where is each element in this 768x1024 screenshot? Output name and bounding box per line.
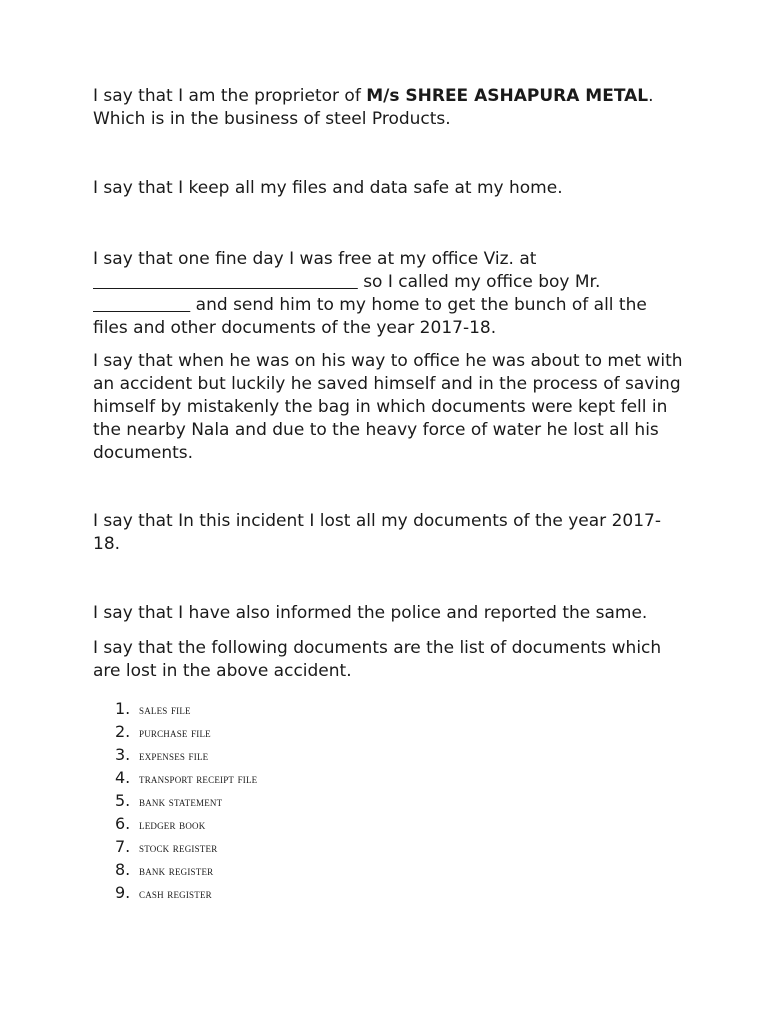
list-number: 7. bbox=[115, 837, 131, 856]
list-number: 9. bbox=[115, 883, 131, 902]
list-item-label: expenses file bbox=[139, 748, 209, 763]
paragraph-office-boy bbox=[93, 248, 683, 340]
list-item-label: stock register bbox=[139, 840, 218, 855]
list-item bbox=[115, 766, 683, 789]
list-item-label: bank statement bbox=[139, 794, 223, 809]
list-item bbox=[115, 835, 683, 858]
list-item bbox=[115, 743, 683, 766]
list-item-label: ledger book bbox=[139, 817, 206, 832]
list-number: 5. bbox=[115, 791, 131, 810]
office-boy-text: so I called my office boy Mr. bbox=[357, 272, 601, 292]
list-item bbox=[115, 697, 683, 720]
list-item bbox=[115, 858, 683, 881]
list-number: 6. bbox=[115, 814, 131, 833]
name-blank-line bbox=[93, 295, 190, 315]
office-blank-line bbox=[93, 272, 358, 292]
document-body bbox=[93, 85, 683, 904]
paragraph-incident: I say that In this incident I lost all my documents of the year 2017-18. bbox=[93, 511, 661, 554]
paragraph-list-intro: I say that the following documents are the list of documents which are lost in the above accident. bbox=[93, 638, 662, 681]
list-number: 8. bbox=[115, 860, 131, 879]
lost-documents-list bbox=[93, 697, 683, 904]
list-item bbox=[115, 881, 683, 904]
list-item bbox=[115, 789, 683, 812]
business-text: . Which is in the business of steel Products. bbox=[93, 86, 654, 129]
paragraph-police: I say that I have also informed the police and reported the same. bbox=[93, 603, 648, 623]
list-item bbox=[115, 720, 683, 743]
office-text: I say that one fine day I was free at my office Viz. at bbox=[93, 249, 537, 269]
list-item-label: sales file bbox=[139, 702, 191, 717]
list-number: 1. bbox=[115, 699, 131, 718]
list-item-label: cash register bbox=[139, 886, 212, 901]
firm-name: M/s SHREE ASHAPURA METAL bbox=[366, 86, 649, 106]
proprietor-text: I say that I am the proprietor of bbox=[93, 86, 367, 106]
list-item-label: purchase file bbox=[139, 725, 211, 740]
list-number: 4. bbox=[115, 768, 131, 787]
list-item bbox=[115, 812, 683, 835]
paragraph-files-safe: I say that I keep all my files and data safe at my home. bbox=[93, 178, 563, 198]
list-number: 2. bbox=[115, 722, 131, 741]
bunch-text: and send him to my home to get the bunch of all the files and other documents of the year 2017-18. bbox=[93, 295, 647, 338]
list-item-label: bank register bbox=[139, 863, 214, 878]
paragraph-accident: I say that when he was on his way to office he was about to met with an accident but luckily he saved himself and in the process of saving himself by mistakenly the bag in which documents were kept fell in the nearby Nala and due to the heavy force of water he lost all his documents. bbox=[93, 351, 683, 463]
list-item-label: transport receipt file bbox=[139, 771, 258, 786]
paragraph-proprietor bbox=[93, 85, 683, 131]
list-number: 3. bbox=[115, 745, 131, 764]
